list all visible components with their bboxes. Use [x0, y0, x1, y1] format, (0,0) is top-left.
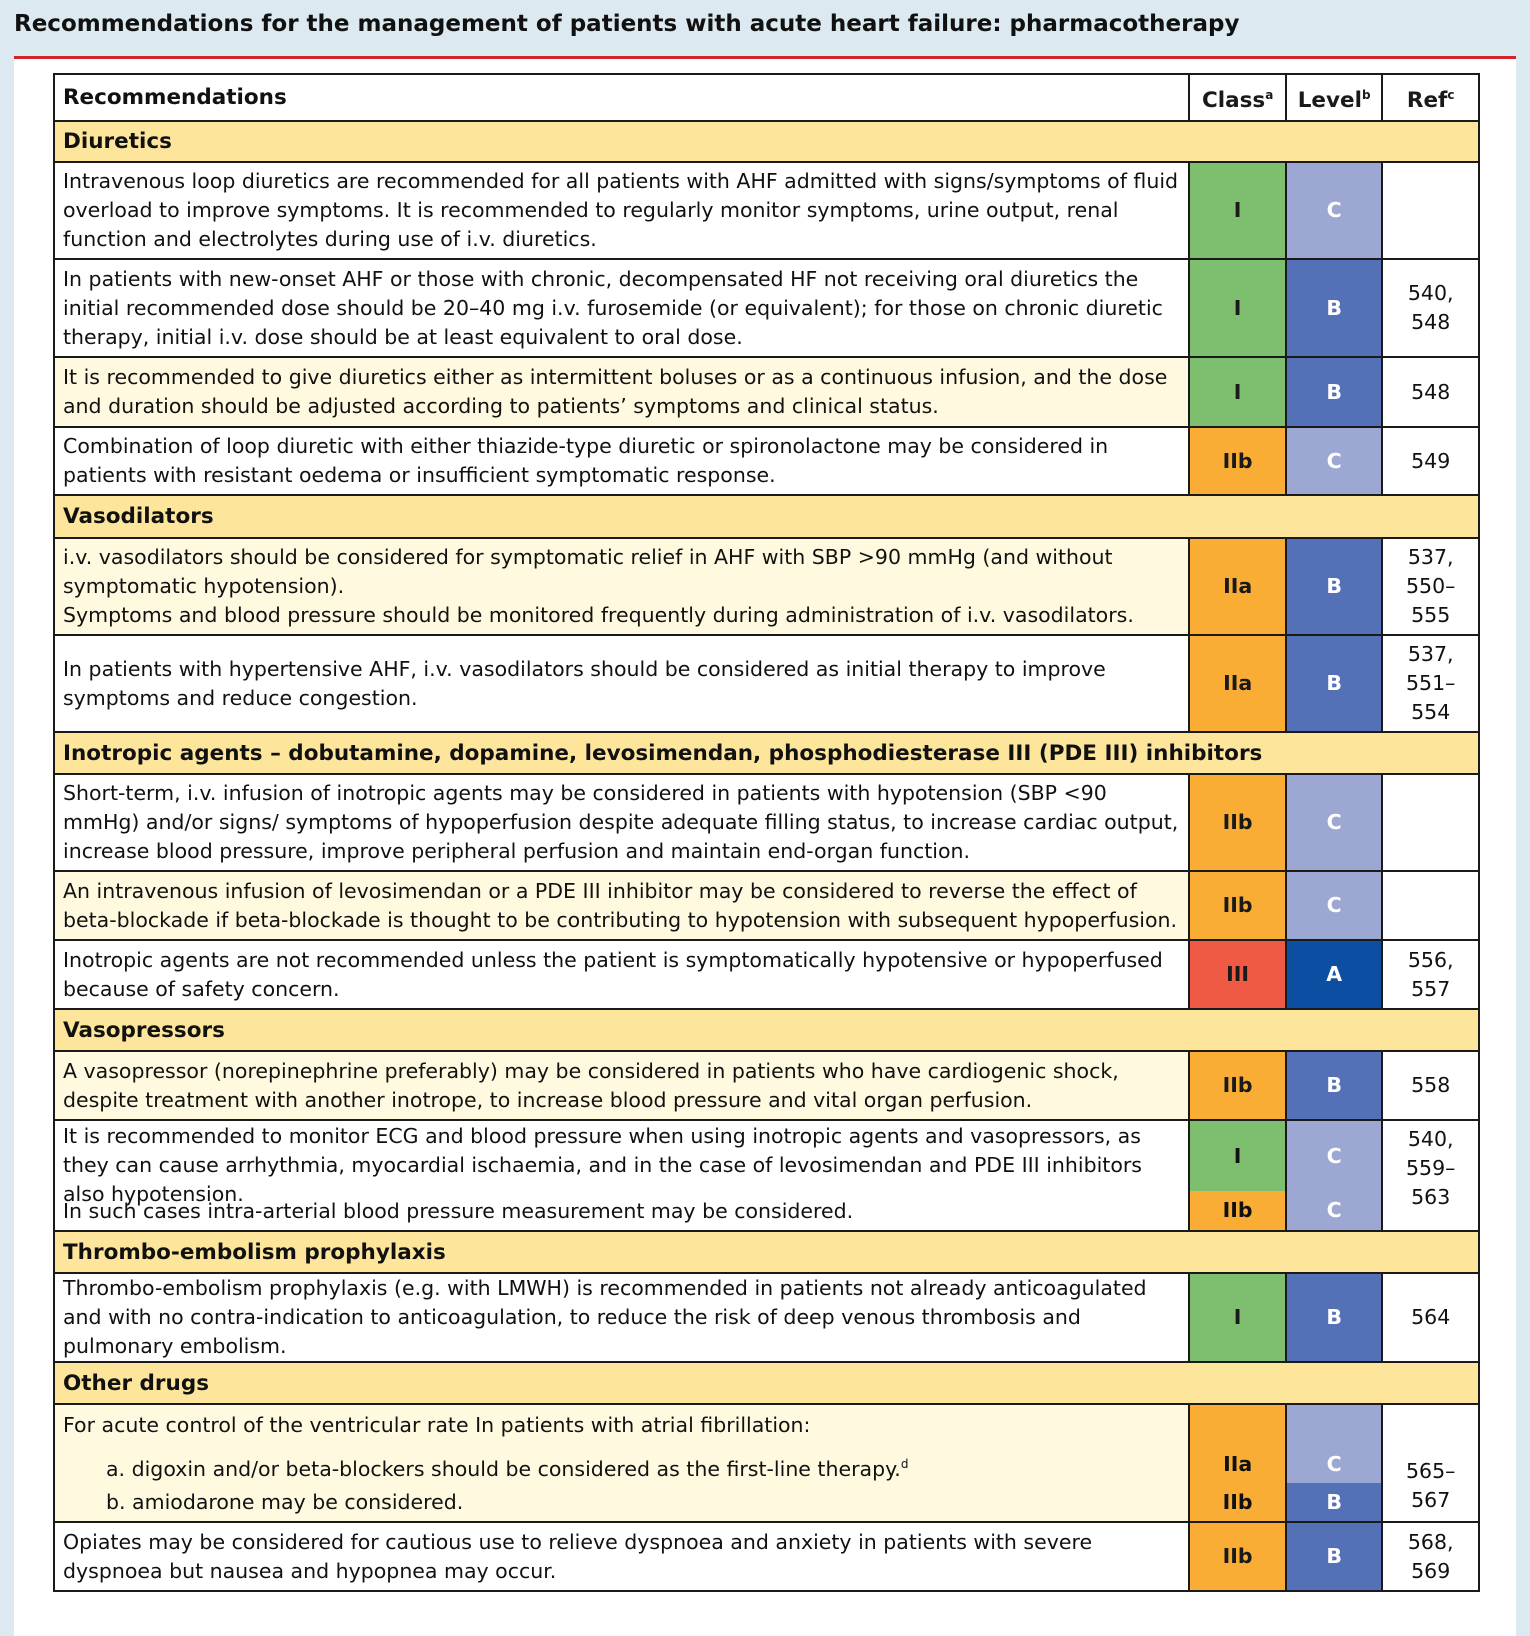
reference-cell: 540, 548 [1382, 259, 1479, 357]
class-badge: IIb [1189, 774, 1286, 871]
recommendation-text: Inotropic agents are not recommended unless the patient is symptomatically hypotensive or hypoperfused because of safety concern. [54, 940, 1189, 1009]
page-title: Recommendations for the management of patients with acute heart failure: pharmacotherapy [14, 11, 1240, 37]
class-badge: IIb [1189, 427, 1286, 495]
class-badge: III [1189, 940, 1286, 1009]
table-row [54, 427, 1479, 495]
section-other-drugs [54, 1362, 1479, 1404]
level-badge: C [1286, 871, 1383, 940]
recommendation-line: In such cases intra-arterial blood pressure measurement may be considered. [63, 1198, 854, 1223]
section-inotropic [54, 732, 1479, 774]
table-row [54, 1273, 1479, 1362]
reference-cell: 558 [1382, 1051, 1479, 1120]
spacer [1190, 1405, 1285, 1445]
section-title: Vasodilators [54, 495, 1479, 538]
section-title: Thrombo-embolism prophylaxis [54, 1231, 1479, 1273]
table-row [54, 1051, 1479, 1120]
reference-cell [1382, 871, 1479, 940]
class-badge: IIa [1223, 1451, 1253, 1476]
level-badge: C [1286, 774, 1383, 871]
recommendation-line: It is recommended to monitor ECG and blood pressure when using inotropic agents and vasopressors, as they can cause arrhythmia, myocardial ischaemia, and in the case of levosimendan and PDE III inhibitors also hypotension. [63, 1123, 1142, 1206]
recommendation-text: An intravenous infusion of levosimendan or a PDE III inhibitor may be considered to reverse the effect of beta-blockade if beta-blockade is thought to be contributing to hypotension with subsequent hypoperfusion. [54, 871, 1189, 940]
recommendation-text: Opiates may be considered for cautious use to relieve dyspnoea and anxiety in patients with severe dyspnoea but nausea and hypopnea may occur. [54, 1522, 1189, 1591]
level-badge: C [1286, 427, 1383, 495]
recommendation-text [54, 1120, 1189, 1231]
level-badge: B [1286, 635, 1383, 732]
table-row [54, 635, 1479, 732]
class-badge: I [1189, 357, 1286, 427]
reference-line: 537, [1407, 545, 1454, 569]
recommendation-line: Symptoms and blood pressure should be monitored frequently during administration of i.v. vasodilators. [63, 603, 1134, 627]
class-badge: IIb [1189, 1051, 1286, 1120]
reference-cell [1382, 1120, 1479, 1231]
class-badge: IIb [1189, 871, 1286, 940]
section-title: Other drugs [54, 1362, 1479, 1404]
table-row [54, 940, 1479, 1009]
header-recommendations: Recommendations [54, 74, 1189, 121]
class-badge-pair [1189, 1120, 1286, 1231]
level-badge: C [1287, 1121, 1382, 1191]
section-thrombo [54, 1231, 1479, 1273]
recommendation-text: A vasopressor (norepinephrine preferably) may be considered in patients who have cardiogenic shock, despite treatment with another inotrope, to increase blood pressure and vital organ perfusion. [54, 1051, 1189, 1120]
class-badge: I [1189, 1273, 1286, 1362]
reference-cell [1382, 635, 1479, 732]
level-badge-pair [1286, 1120, 1383, 1231]
recommendation-text: Thrombo-embolism prophylaxis (e.g. with LMWH) is recommended in patients not already anticoagulated and with no contra-indication to anticoagulation, to reduce the risk of deep venous thrombosis and pulmonary embolism. [54, 1273, 1189, 1362]
table-row [54, 259, 1479, 357]
recommendation-text: Combination of loop diuretic with either thiazide-type diuretic or spironolactone may be considered in patients with resistant oedema or insufficient symptomatic response. [54, 427, 1189, 495]
class-badge: I [1189, 259, 1286, 357]
reference-cell [1382, 774, 1479, 871]
reference-cell: 565–567 [1382, 1404, 1479, 1522]
class-badge: IIa [1189, 635, 1286, 732]
reference-line: 559–563 [1406, 1156, 1456, 1209]
section-title: Inotropic agents – dobutamine, dopamine, levosimendan, phosphodiesterase III (PDE III) inhibitors [54, 732, 1479, 774]
header-ref: Ref$^c$ [1382, 74, 1479, 121]
recommendation-line: i.v. vasodilators should be considered for symptomatic relief in AHF with SBP >90 mmHg (and without symptomatic hypotension). [63, 545, 1113, 598]
section-vasopressors [54, 1009, 1479, 1051]
level-badge-pair [1286, 1404, 1383, 1522]
reference-cell [1382, 538, 1479, 635]
table-row [54, 538, 1479, 635]
level-badge: B [1286, 538, 1383, 635]
recommendation-text [54, 538, 1189, 635]
level-badge: B [1286, 259, 1383, 357]
level-badge: A [1286, 940, 1383, 1009]
table-row [54, 1404, 1479, 1522]
reference-cell: 568, 569 [1382, 1522, 1479, 1591]
class-badge: IIb [1222, 1489, 1253, 1514]
table-row [54, 774, 1479, 871]
section-vasodilators [54, 495, 1479, 538]
recommendation-intro: For acute control of the ventricular rate In patients with atrial fibrillation: [63, 1413, 811, 1437]
level-badge: C [1286, 162, 1383, 259]
class-badge: I [1190, 1121, 1285, 1191]
recommendation-text: It is recommended to give diuretics either as intermittent boluses or as a continuous infusion, and the dose and duration should be adjusted according to patients’ symptoms and clinical status. [54, 357, 1189, 427]
level-badge: B [1286, 1051, 1383, 1120]
table-row [54, 871, 1479, 940]
recommendation-text: In patients with new-onset AHF or those with chronic, decompensated HF not receiving oral diuretics the initial recommended dose should be 20–40 mg i.v. furosemide (or equivalent); for those on chronic diuretic therapy, initial i.v. dose should be at least equivalent to oral dose. [54, 259, 1189, 357]
section-diuretics [54, 121, 1479, 162]
recommendation-text: Short-term, i.v. infusion of inotropic agents may be considered in patients with hypotension (SBP <90 mmHg) and/or signs/ symptoms of hypoperfusion despite adequate filling status, to increase cardiac output, increase blood pressure, improve peripheral perfusion and maintain end-organ function. [54, 774, 1189, 871]
recommendation-text: Intravenous loop diuretics are recommended for all patients with AHF admitted with signs/symptoms of fluid overload to improve symptoms. It is recommended to regularly monitor symptoms, urine output, renal function and electrolytes during use of i.v. diuretics. [54, 162, 1189, 259]
level-badge: C [1287, 1191, 1382, 1230]
class-badge: IIa [1189, 538, 1286, 635]
header-level: Level$^b$ [1286, 74, 1383, 121]
reference-cell [1382, 162, 1479, 259]
reference-cell: 548 [1382, 357, 1479, 427]
reference-line: 540, [1407, 1127, 1454, 1151]
spacer [1287, 1405, 1382, 1445]
level-badge: B [1286, 1273, 1383, 1362]
recommendation-sub-item: b. amiodarone may be considered. [106, 1490, 464, 1514]
header-class: Class$^a$ [1189, 74, 1286, 121]
level-badge: B [1286, 1522, 1383, 1591]
level-badge: B [1286, 357, 1383, 427]
reference-cell: 564 [1382, 1273, 1479, 1362]
table-row [54, 1120, 1479, 1231]
section-title: Vasopressors [54, 1009, 1479, 1051]
level-badge: C [1287, 1445, 1382, 1483]
reference-line: 550–555 [1406, 574, 1456, 627]
reference-line: 537, [1407, 642, 1454, 666]
recommendation-text [54, 1404, 1189, 1522]
table-row [54, 162, 1479, 259]
class-badge-pair [1189, 1404, 1286, 1522]
reference-line: 551–554 [1406, 671, 1456, 724]
level-badge: B [1287, 1483, 1382, 1521]
section-title: Diuretics [54, 121, 1479, 162]
table-header [54, 74, 1479, 121]
table-row [54, 1522, 1479, 1591]
class-badge: I [1189, 162, 1286, 259]
class-badge: IIb [1189, 1522, 1286, 1591]
reference-cell: 549 [1382, 427, 1479, 495]
recommendation-text: In patients with hypertensive AHF, i.v. vasodilators should be considered as initial therapy to improve symptoms and reduce congestion. [54, 635, 1189, 732]
table-row [54, 357, 1479, 427]
recommendation-sub-item: a. digoxin and/or beta-blockers should be considered as the first-line therapy.$^d$ [106, 1457, 909, 1481]
recommendations-table [53, 73, 1480, 1592]
reference-cell: 556, 557 [1382, 940, 1479, 1009]
class-badge: IIb [1190, 1191, 1285, 1230]
